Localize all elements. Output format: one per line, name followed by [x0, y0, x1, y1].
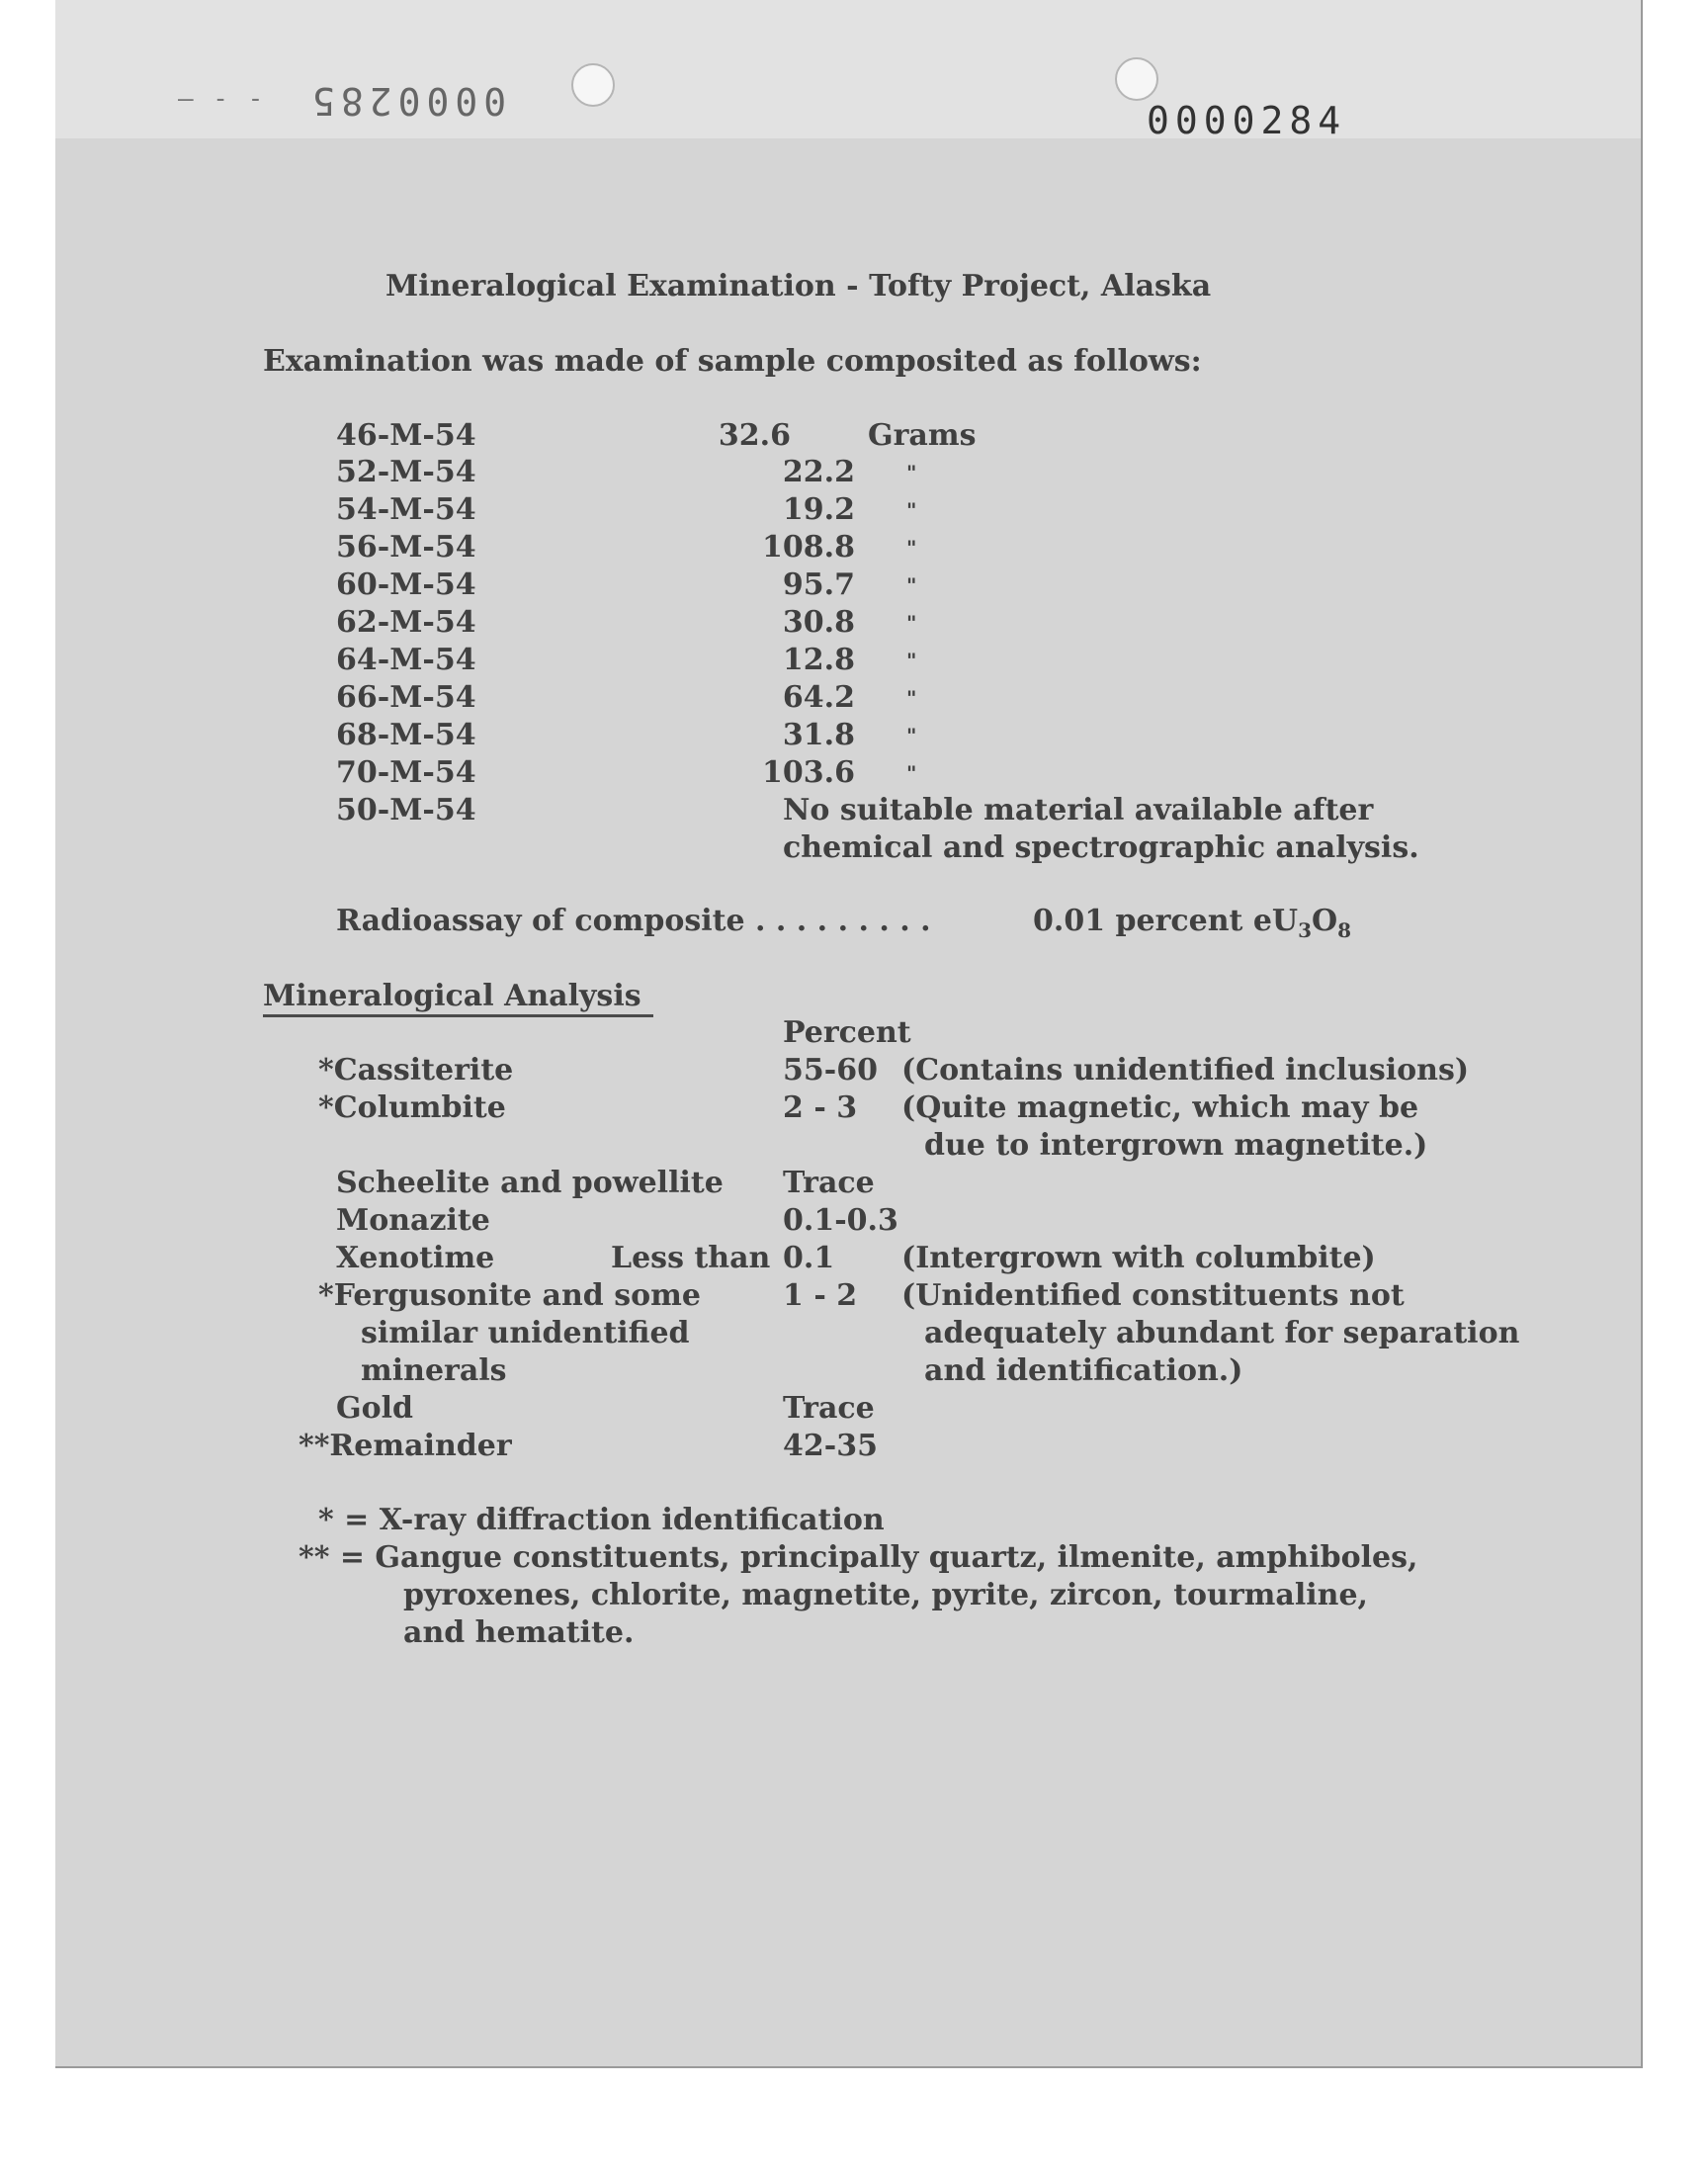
sample-unit-ditto: ": [906, 724, 917, 747]
sample-id: 56-M-54: [336, 530, 476, 565]
mineral-qualifier: Less than: [611, 1241, 771, 1275]
sample-id: 64-M-54: [336, 643, 476, 677]
mineral-note: due to intergrown magnetite.): [924, 1128, 1428, 1163]
sample-unit-ditto: ": [906, 649, 917, 672]
mineral-name: **Remainder: [299, 1429, 512, 1463]
mineral-name: similar unidentified: [361, 1316, 690, 1350]
sample-weight: 95.7: [782, 567, 855, 602]
mineral-note: (Unidentified constituents not: [901, 1278, 1405, 1313]
mineral-percent: 1 - 2: [783, 1278, 858, 1313]
punch-hole-left: [571, 63, 615, 107]
sample-unit-ditto: ": [906, 686, 917, 710]
mineral-name: *Cassiterite: [318, 1053, 514, 1088]
mineral-percent: Trace: [783, 1166, 875, 1200]
sample-weight: 12.8: [782, 643, 855, 677]
mineral-name: minerals: [361, 1353, 507, 1388]
sample-weight: 30.8: [782, 605, 855, 640]
sample-weight: 19.2: [782, 492, 855, 527]
footnote: pyroxenes, chlorite, magnetite, pyrite, zircon, tourmaline,: [403, 1578, 1368, 1612]
mineral-note: (Intergrown with columbite): [901, 1241, 1376, 1275]
sample-weight: 31.8: [782, 718, 855, 752]
mineral-percent: 42-35: [783, 1429, 878, 1463]
sample-id: 50-M-54: [336, 793, 476, 827]
page-top-band: [55, 0, 1641, 138]
punch-hole-right: [1115, 57, 1158, 101]
sample-unit-ditto: ": [906, 611, 917, 635]
sample-weight: 22.2: [782, 455, 855, 489]
mineral-name: Xenotime: [336, 1241, 495, 1275]
mineral-name: Monazite: [336, 1203, 490, 1238]
sample-id: 62-M-54: [336, 605, 476, 640]
mineral-name: Gold: [336, 1391, 414, 1426]
mineral-percent: 0.1: [783, 1241, 835, 1275]
mineral-name: Scheelite and powellite: [336, 1166, 724, 1200]
sample-id: 52-M-54: [336, 455, 476, 489]
sample-note: chemical and spectrographic analysis.: [783, 830, 1419, 865]
mineral-percent: 2 - 3: [783, 1090, 858, 1125]
sample-id: 54-M-54: [336, 492, 476, 527]
mineral-note: and identification.): [924, 1353, 1243, 1388]
sample-unit-ditto: ": [906, 573, 917, 597]
sample-unit-ditto: ": [906, 536, 917, 560]
radioassay-subscript: 8: [1337, 918, 1352, 942]
mineral-note: (Contains unidentified inclusions): [901, 1053, 1470, 1088]
intro-text: Examination was made of sample composited as follows:: [263, 344, 1202, 379]
footnote: * = X-ray diffraction identification: [318, 1503, 885, 1537]
document-title: Mineralogical Examination - Tofty Project, Alaska: [385, 269, 1212, 304]
footnote: and hematite.: [403, 1615, 635, 1650]
mineral-note: (Quite magnetic, which may be: [901, 1090, 1419, 1125]
stamp-number-left: 0000285: [306, 79, 507, 123]
sample-id: 60-M-54: [336, 567, 476, 602]
radioassay-value-text: 0.01 percent eU: [1033, 904, 1299, 938]
sample-unit-ditto: ": [906, 498, 917, 522]
mineral-percent: 0.1-0.3: [783, 1203, 898, 1238]
radioassay-subscript: 3: [1298, 918, 1313, 942]
radioassay-value: [1033, 904, 1351, 948]
sample-id: 68-M-54: [336, 718, 476, 752]
sample-unit-ditto: ": [906, 761, 917, 785]
sample-id: 70-M-54: [336, 755, 476, 790]
sample-weight: 32.6: [718, 418, 791, 453]
stamp-number-right: 0000284: [1147, 99, 1347, 142]
sample-weight: 64.2: [782, 680, 855, 715]
heading-underline: [263, 1014, 653, 1017]
sample-unit: Grams: [868, 418, 977, 453]
percent-column-header: Percent: [783, 1015, 911, 1050]
sample-id: 66-M-54: [336, 680, 476, 715]
radioassay-value-text: O: [1312, 904, 1338, 938]
mineral-note: adequately abundant for separation: [924, 1316, 1520, 1350]
sample-note: No suitable material available after: [783, 793, 1374, 827]
sample-weight: 103.6: [762, 755, 855, 790]
stamp-dash-mark: — - -: [178, 84, 266, 114]
sample-unit-ditto: ": [906, 461, 917, 484]
sample-id: 46-M-54: [336, 418, 476, 453]
mineral-name: *Columbite: [318, 1090, 506, 1125]
sample-weight: 108.8: [762, 530, 855, 565]
mineral-percent: 55-60: [783, 1053, 878, 1088]
footnote: ** = Gangue constituents, principally quartz, ilmenite, amphiboles,: [299, 1540, 1418, 1575]
section-heading: Mineralogical Analysis: [263, 979, 641, 1013]
mineral-name: *Fergusonite and some: [318, 1278, 701, 1313]
mineral-percent: Trace: [783, 1391, 875, 1426]
radioassay-label: Radioassay of composite . . . . . . . . .: [336, 904, 931, 938]
